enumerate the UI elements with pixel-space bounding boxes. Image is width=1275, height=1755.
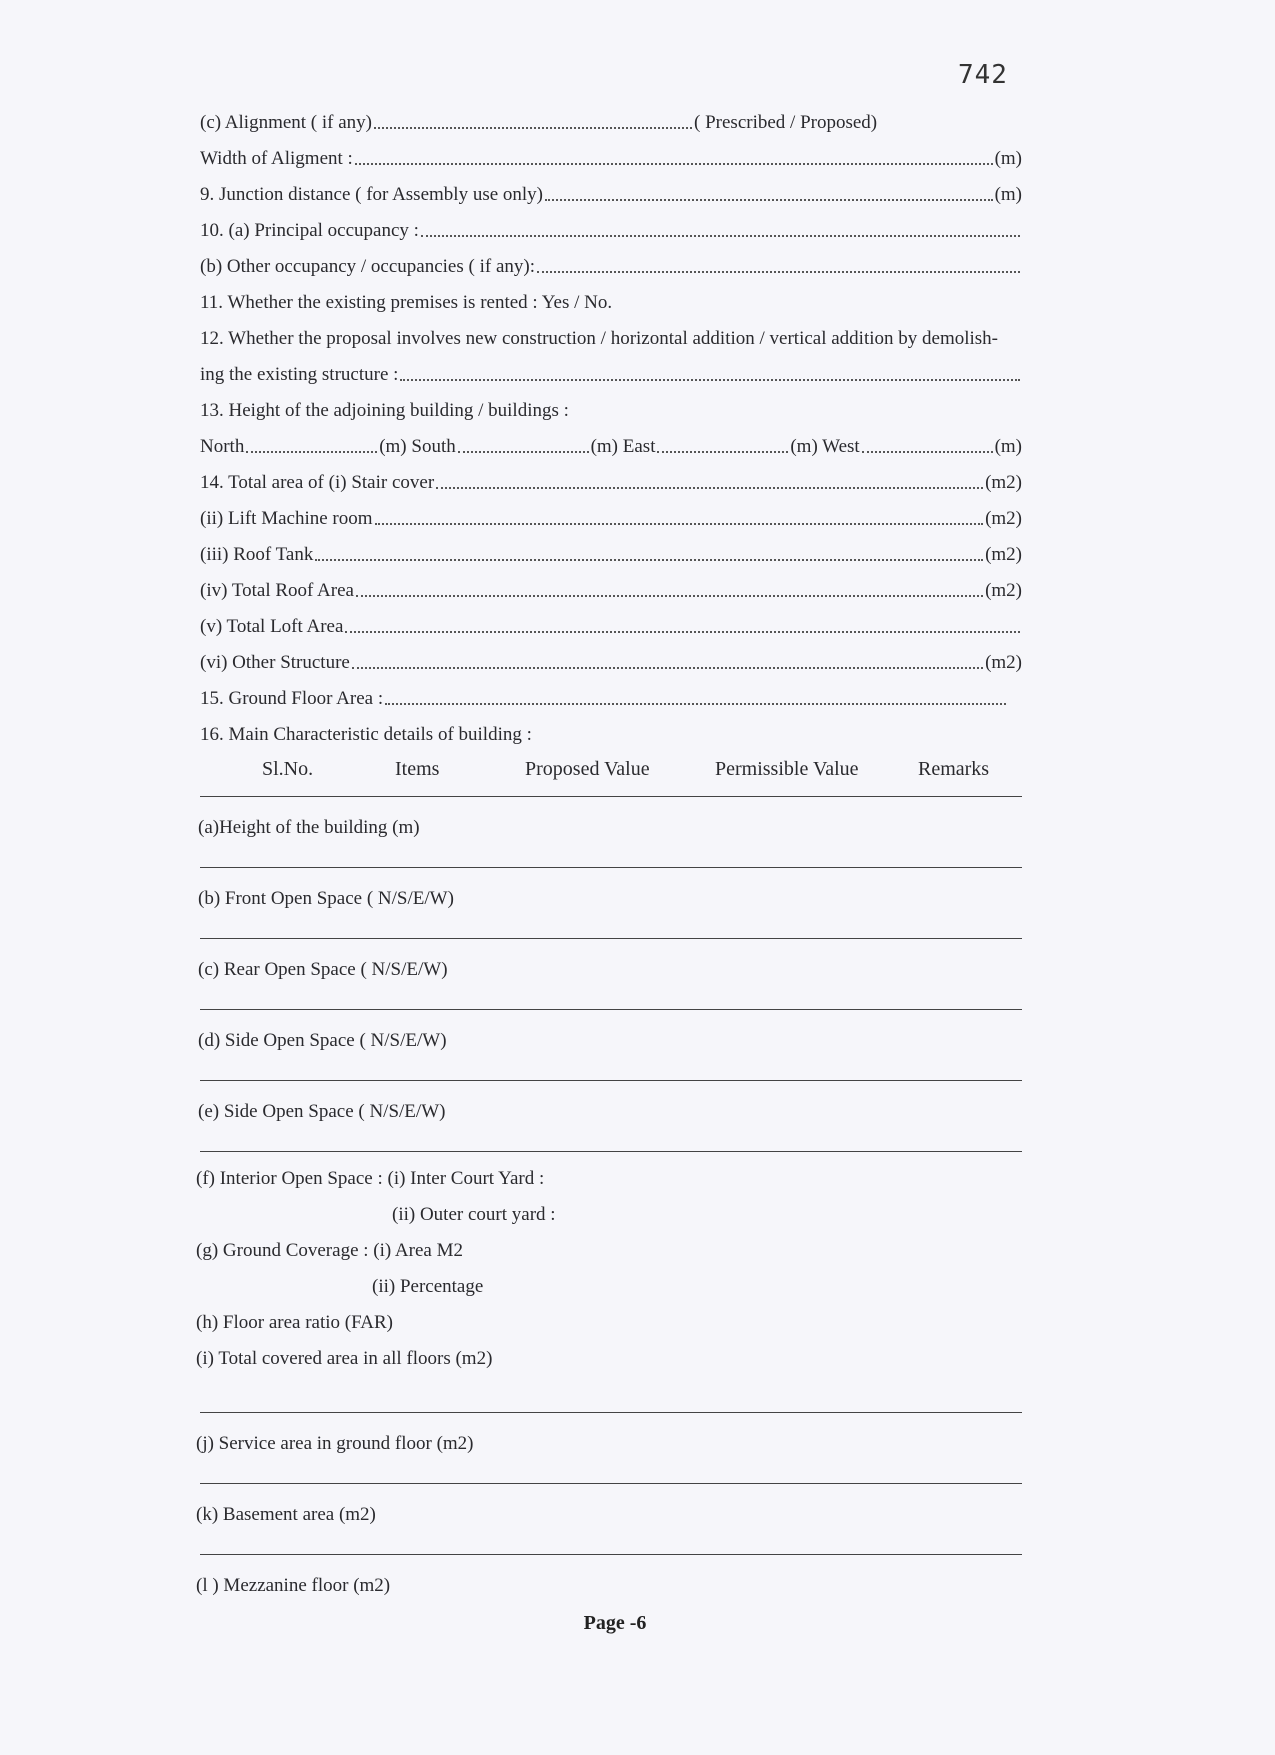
other-structure-unit: (m2) [985,652,1022,673]
row-label: (a)Height of the building (m) [198,817,420,838]
header-proposed: Proposed Value [525,758,650,780]
other-occupancy-label: (b) Other occupancy / occupancies ( if any): [200,256,535,277]
header-remarks: Remarks [918,758,990,780]
other-occupancy-field[interactable] [537,271,1020,273]
loft-area-label: (v) Total Loft Area [200,616,344,637]
header-permissible: Permissible Value [715,758,859,780]
row-label: (l ) Mezzanine floor (m2) [196,1575,391,1596]
covered-label: (i) Total covered area in all floors (m2) [196,1348,493,1369]
stair-cover-line [200,458,1022,494]
table-row [196,1413,1022,1483]
loft-area-field[interactable] [345,631,1020,633]
table-row [200,797,1022,867]
roof-tank-label: (iii) Roof Tank [200,544,314,565]
rented-line [200,278,1022,314]
roof-tank-line [200,530,1022,566]
ground-floor-field[interactable] [385,703,1006,705]
page-footer: Page -6 [583,1612,647,1634]
roof-area-line [200,566,1022,602]
alignment-suffix: ( Prescribed / Proposed) [694,112,878,133]
ground-coverage [196,1230,1022,1266]
coverage-percentage [200,1266,1022,1302]
other-structure-label: (vi) Other Structure [200,652,350,673]
proposal-field[interactable] [400,379,1020,381]
principal-occupancy-field[interactable] [421,235,1020,237]
alignment-line [200,98,1022,134]
outer-court-yard [200,1194,1022,1230]
alignment-field[interactable] [374,127,692,129]
row-label: (b) Front Open Space ( N/S/E/W) [198,888,454,909]
lift-room-line [200,494,1022,530]
proposal-cont-label: ing the existing structure : [200,364,399,385]
principal-occupancy-label: 10. (a) Principal occupancy : [200,220,419,241]
proposal-cont-line [200,350,1022,386]
width-alignment-unit: (m) [994,148,1022,169]
junction-label: 9. Junction distance ( for Assembly use only) [200,184,544,205]
south-label: (m) South [379,436,456,457]
width-alignment-line [200,134,1022,170]
row-label: (k) Basement area (m2) [196,1504,376,1525]
main-details-label: 16. Main Characteristic details of building : [200,724,532,745]
outer-label: (ii) Outer court yard : [392,1204,556,1225]
ground-floor-line [200,674,1022,710]
lift-room-unit: (m2) [985,508,1022,529]
loft-area-line [200,602,1022,638]
proposal-label: 12. Whether the proposal involves new construction / horizontal addition / vertical addition by demolish- [200,328,998,349]
other-occupancy-line [200,242,1022,278]
south-field[interactable] [458,451,589,453]
ground-floor-label: 15. Ground Floor Area : [200,688,384,709]
junction-field[interactable] [545,199,993,201]
header-items: Items [395,758,440,780]
stair-cover-unit: (m2) [985,472,1022,493]
lift-room-field[interactable] [375,523,984,525]
other-structure-field[interactable] [352,667,983,669]
width-alignment-label: Width of Aligment : [200,148,353,169]
floor-area-ratio [196,1302,1022,1338]
west-field[interactable] [862,451,993,453]
principal-occupancy-line [200,206,1022,242]
percentage-label: (ii) Percentage [372,1276,484,1297]
roof-area-label: (iv) Total Roof Area [200,580,354,601]
north-label: North [200,436,245,457]
table-row [196,1484,1022,1554]
east-label: (m) East [590,436,656,457]
directions-line [200,422,1022,458]
roof-area-unit: (m2) [985,580,1022,601]
coverage-label: (g) Ground Coverage : (i) Area M2 [196,1240,463,1261]
building-permit-form [196,98,1022,1625]
adjoining-line [200,386,1022,422]
table-row [200,868,1022,938]
interior-label: (f) Interior Open Space : (i) Inter Court Yard : [196,1168,545,1189]
alignment-label: (c) Alignment ( if any) [200,112,373,133]
stair-cover-label: 14. Total area of (i) Stair cover [200,472,435,493]
main-details-line [200,710,1022,746]
north-field[interactable] [246,451,377,453]
rented-label: 11. Whether the existing premises is rented : Yes / No. [200,292,613,313]
east-field[interactable] [657,451,788,453]
west-label: (m) West [790,436,860,457]
table-row [200,1010,1022,1080]
far-label: (h) Floor area ratio (FAR) [196,1312,393,1333]
junction-line [200,170,1022,206]
west-unit: (m) [994,436,1022,457]
handwritten-page-number: 742 [958,60,1008,90]
table-row [200,1081,1022,1151]
table-header [200,754,1022,784]
stair-cover-field[interactable] [436,487,983,489]
lift-room-label: (ii) Lift Machine room [200,508,373,529]
table-row [200,939,1022,1009]
row-label: (d) Side Open Space ( N/S/E/W) [198,1030,447,1051]
roof-area-field[interactable] [356,595,983,597]
row-label: (j) Service area in ground floor (m2) [196,1433,474,1454]
row-label: (e) Side Open Space ( N/S/E/W) [198,1101,446,1122]
row-label: (c) Rear Open Space ( N/S/E/W) [198,959,448,980]
junction-unit: (m) [994,184,1022,205]
proposal-line [200,314,1022,350]
adjoining-label: 13. Height of the adjoining building / buildings : [200,400,569,421]
width-alignment-field[interactable] [355,163,993,165]
interior-open-space [196,1158,1022,1194]
roof-tank-field[interactable] [315,559,983,561]
header-slno: Sl.No. [262,758,314,780]
other-structure-line [200,638,1022,674]
total-covered-area [196,1338,1022,1374]
roof-tank-unit: (m2) [985,544,1022,565]
